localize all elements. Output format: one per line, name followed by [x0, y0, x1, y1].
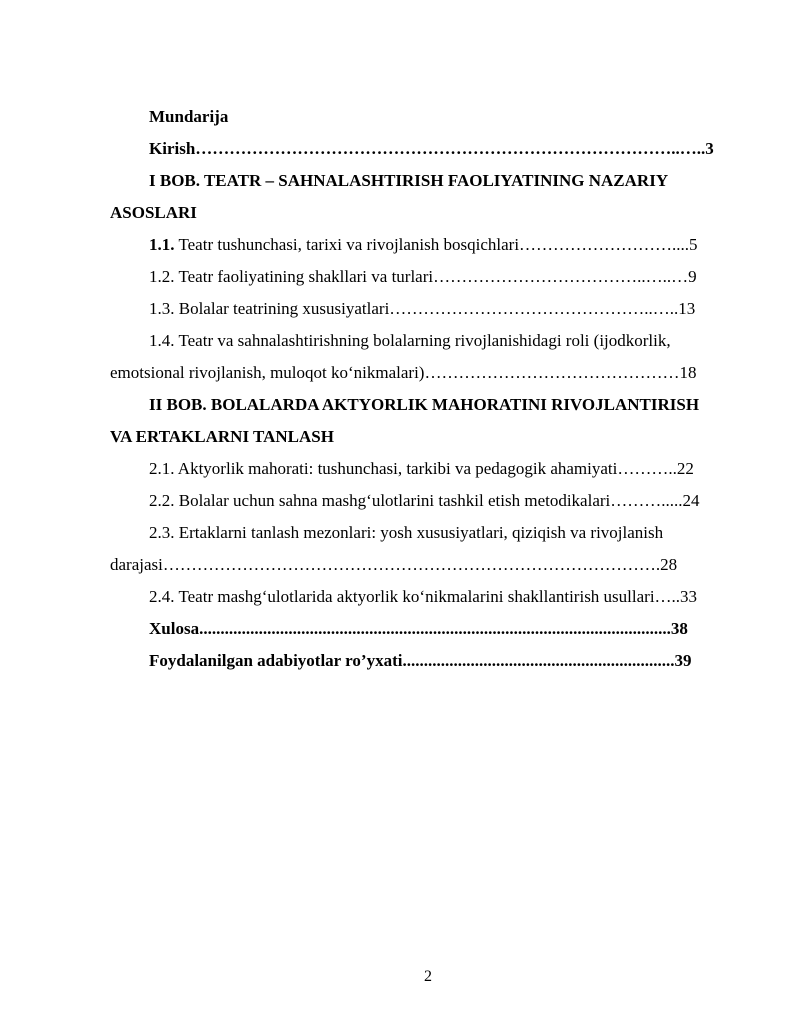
section-number: 1.1.: [149, 235, 175, 254]
toc-entry-intro: Kirish…………………………………………………………………………..…..3: [149, 139, 714, 158]
toc-entry-conclusion: Xulosa...............................................................................................................38: [149, 619, 688, 638]
toc-heading: Mundarija: [149, 107, 229, 126]
chapter-2-title-cont: VA ERTAKLARNI TANLASH: [110, 427, 334, 446]
toc-entry-2-4: 2.4. Teatr mashg‘ulotlarida aktyorlik ko‘nikmalarini shakllantirish usullari…..33: [149, 587, 698, 606]
toc-entry-references: Foydalanilgan adabiyotlar ro’yxati................................................................39: [149, 651, 692, 670]
toc-entry-2-2: 2.2. Bolalar uchun sahna mashg‘ulotlarini tashkil etish metodikalari……….....24: [149, 491, 700, 510]
toc-entry-1-4: 1.4. Teatr va sahnalashtirishning bolalarning rivojlanishidagi roli (ijodkorlik,: [149, 331, 671, 350]
toc-entry-2-1: 2.1. Aktyorlik mahorati: tushunchasi, tarkibi va pedagogik ahamiyati………..22: [149, 459, 694, 478]
toc-entry-1-2: 1.2. Teatr faoliyatining shakllari va turlari………………………………..…..…9: [149, 267, 697, 286]
toc-entry-1-3: 1.3. Bolalar teatrining xususiyatlari………………………………………..…..13: [149, 299, 696, 318]
page-number: 2: [424, 968, 432, 985]
chapter-1-title-cont: ASOSLARI: [110, 203, 197, 222]
chapter-1-title: I BOB. TEATR – SAHNALASHTIRISH FAOLIYATINING NAZARIY: [149, 171, 669, 190]
toc-entry-2-3: 2.3. Ertaklarni tanlash mezonlari: yosh xususiyatlari, qiziqish va rivojlanish: [149, 523, 664, 542]
chapter-2-title: II BOB. BOLALARDA AKTYORLIK MAHORATINI RIVOJLANTIRISH: [149, 395, 700, 414]
toc-entry-1-1: [149, 234, 698, 256]
toc-entry-1-4-cont: emotsional rivojlanish, muloqot ko‘nikmalari)………………………………………18: [110, 363, 697, 382]
toc-entry-2-3-cont: darajasi…………………………………………………………………………….28: [110, 555, 678, 574]
section-text: Teatr tushunchasi, tarixi va rivojlanish bosqichlari………………………....5: [174, 235, 698, 254]
